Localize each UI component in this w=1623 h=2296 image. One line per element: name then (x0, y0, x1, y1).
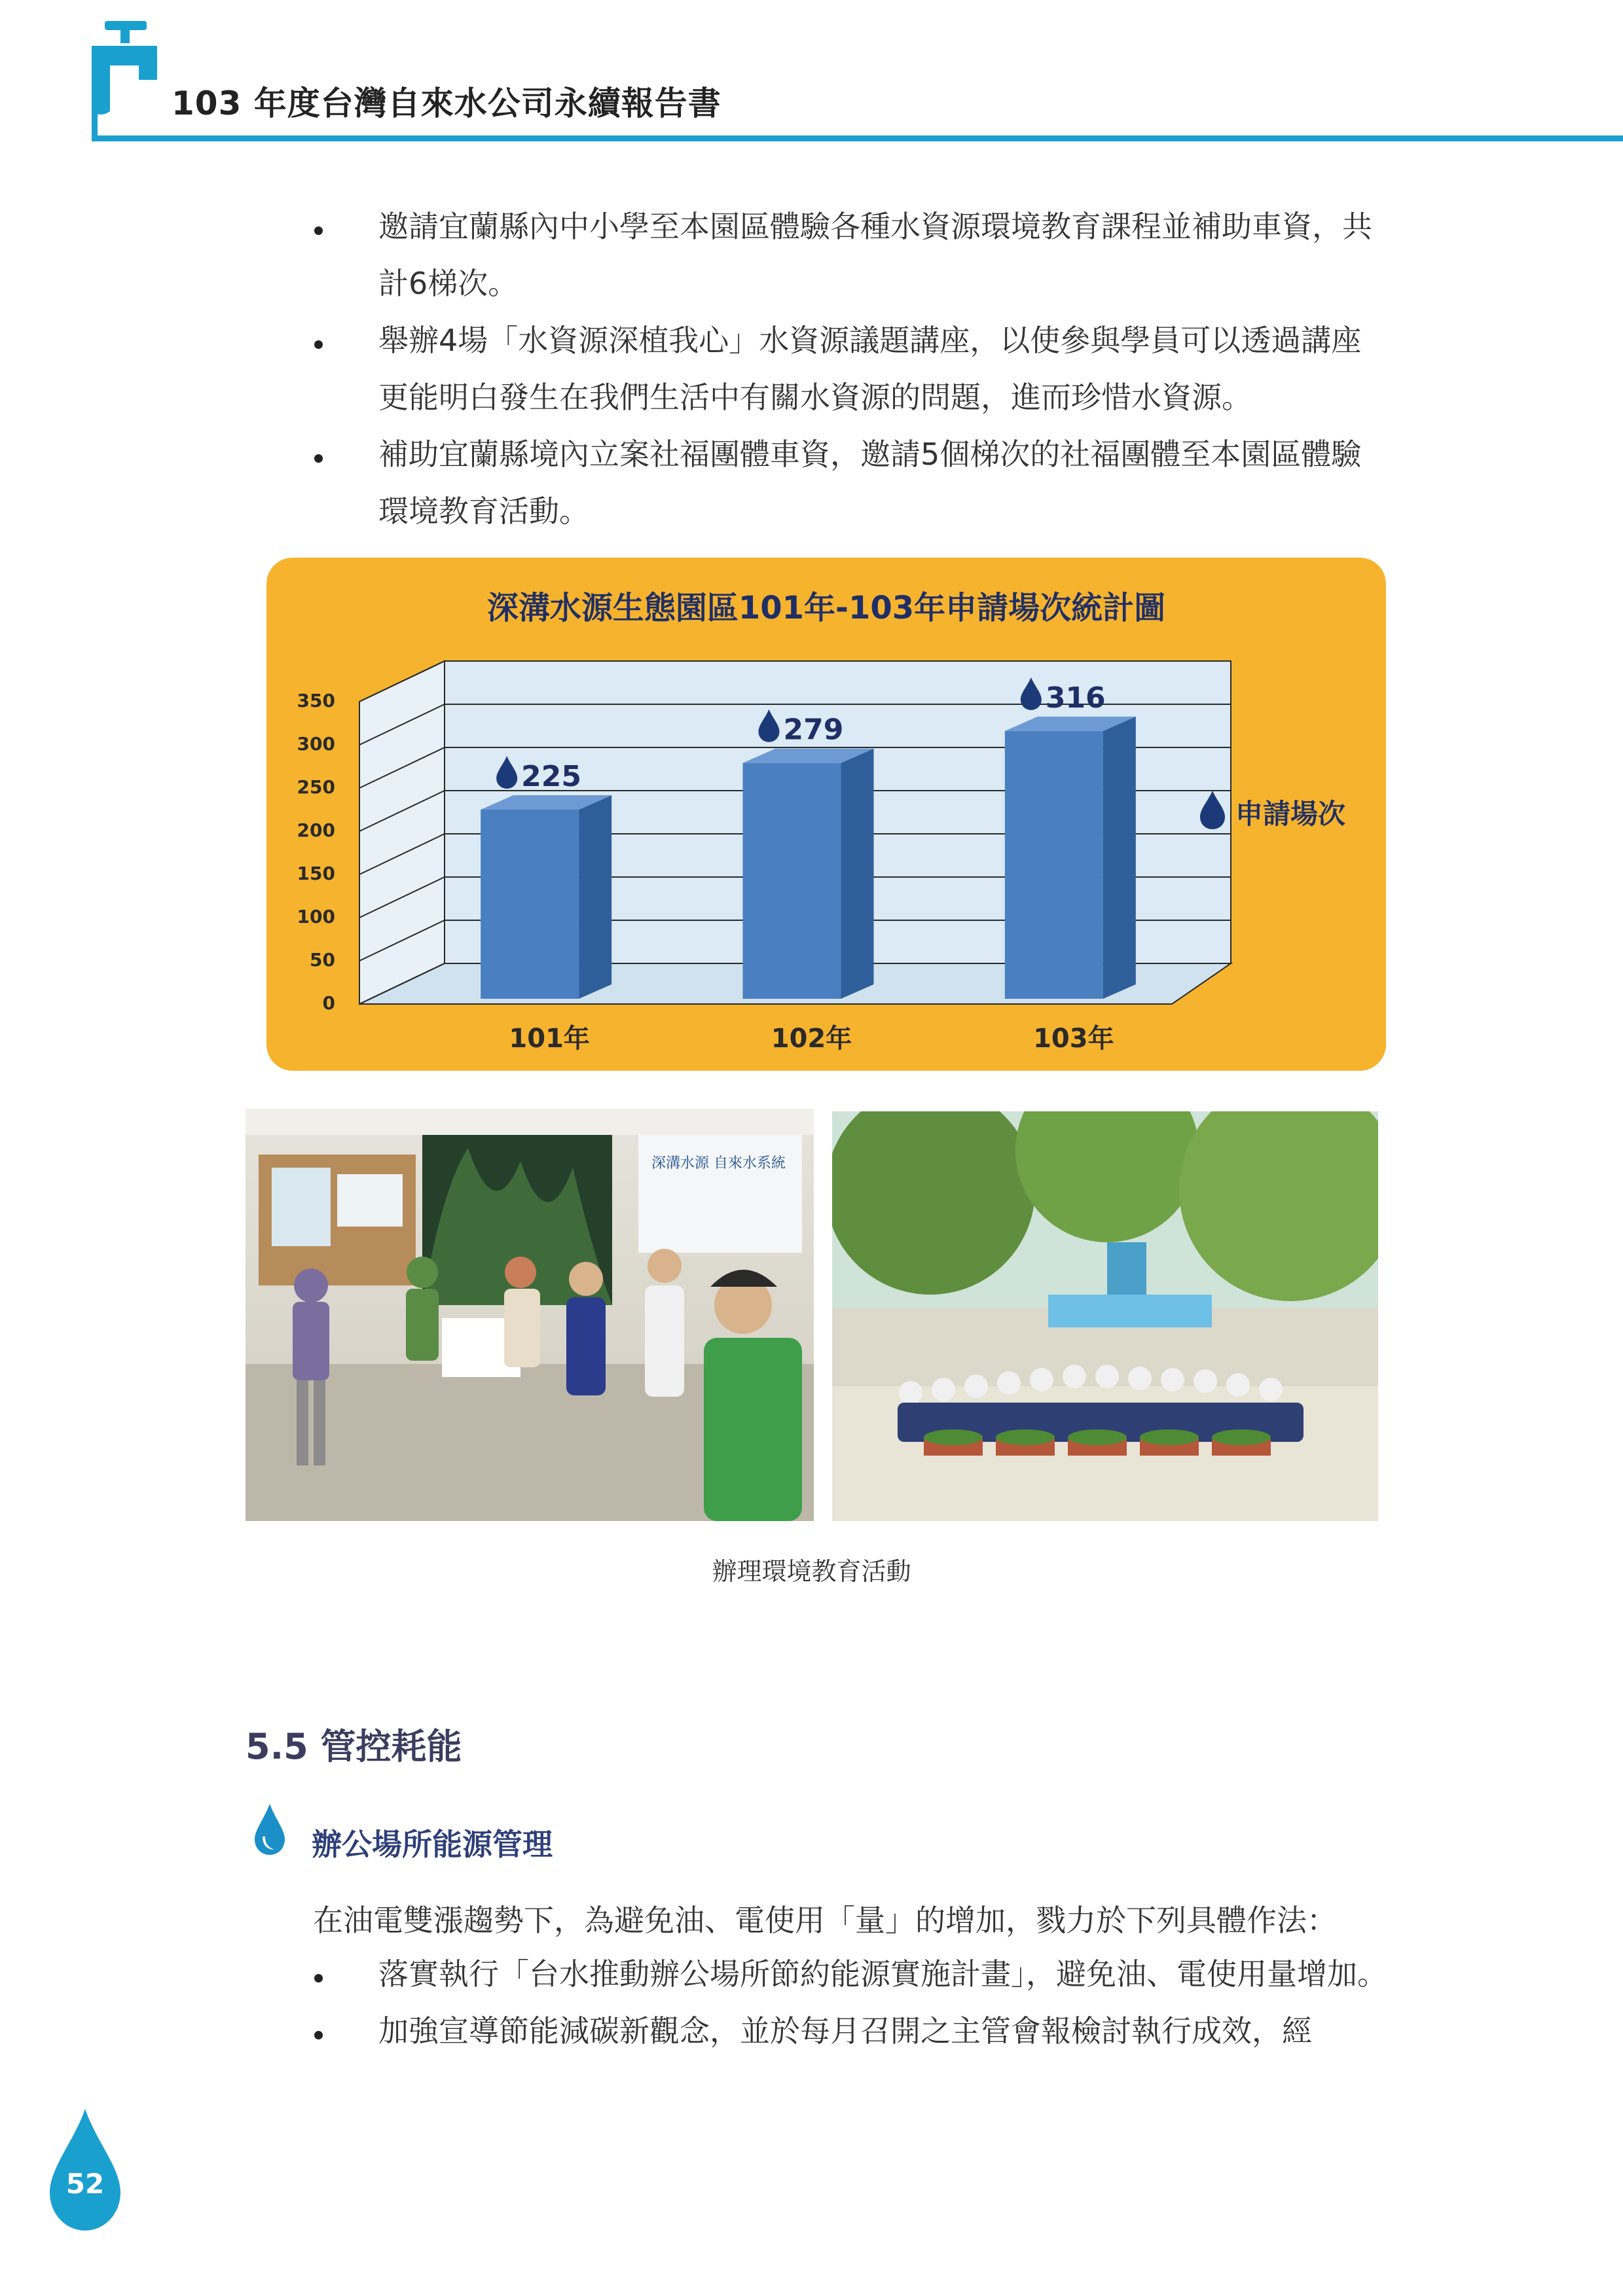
activities-list (308, 198, 1388, 540)
list-item: 邀請宜蘭縣內中小學至本園區體驗各種水資源環境教育課程並補助車資，共計6梯次。 (308, 198, 1388, 312)
photo-caption: 辦理環境教育活動 (712, 1557, 911, 1586)
page-number: 52 (65, 2168, 105, 2200)
water-drop-icon (252, 1803, 287, 1856)
chart-title: 深溝水源生態園區101年-103年申請場次統計圖 (486, 590, 1166, 626)
bar (481, 810, 579, 999)
bar-side (1103, 717, 1136, 999)
data-label: 279 (783, 713, 844, 747)
bar-side (841, 749, 874, 999)
header-rule (92, 135, 1623, 141)
bar (1005, 731, 1103, 999)
document-title: 103 年度台灣自來水公司永續報告書 (172, 84, 721, 122)
list-item: 落實執行「台水推動辦公場所節約能源實施計畫」，避免油、電使用量增加。 (308, 1946, 1388, 2003)
list-item: 加強宣導節能減碳新觀念，並於每月召開之主管會報檢討執行成效，經 (308, 2003, 1388, 2060)
y-tick-label: 350 (297, 690, 335, 711)
x-tick-label: 101年 (509, 1024, 590, 1054)
section-title: 5.5 管控耗能 (246, 1726, 462, 1767)
chart-panel (266, 558, 1386, 1071)
list-item: 舉辦4場「水資源深植我心」水資源議題講座，以使參與學員可以透過講座更能明白發生在我們生活中有關水資源的問題，進而珍惜水資源。 (308, 312, 1388, 426)
y-tick-label: 150 (297, 863, 335, 884)
y-tick-label: 250 (297, 776, 335, 798)
chart-side-wall (359, 661, 445, 1004)
x-tick-label: 103年 (1033, 1024, 1114, 1054)
intro-paragraph: 在油電雙漲趨勢下，為避免油、電使用「量」的增加，戮力於下列具體作法： (313, 1903, 1337, 1938)
y-tick-label: 0 (322, 992, 335, 1014)
sign-text: 深溝水源 自來水系統 (651, 1155, 786, 1172)
bar-chart (266, 558, 1386, 1071)
y-tick-label: 300 (297, 733, 335, 755)
bar (743, 763, 841, 999)
energy-measures-list (308, 1946, 1388, 2060)
x-tick-label: 102年 (771, 1024, 852, 1054)
subsection-title: 辦公場所能源管理 (312, 1827, 553, 1862)
y-tick-label: 100 (297, 906, 335, 927)
photo-indoor-education (246, 1109, 814, 1521)
legend-label: 申請場次 (1235, 798, 1346, 830)
data-label: 316 (1045, 681, 1106, 715)
data-label: 225 (521, 760, 582, 793)
list-item: 補助宜蘭縣境內立案社福團體車資，邀請5個梯次的社福團體至本園區體驗環境教育活動。 (308, 426, 1388, 540)
y-tick-label: 200 (297, 819, 335, 841)
bar-side (579, 795, 611, 999)
y-tick-label: 50 (310, 949, 335, 971)
photo-outdoor-group (832, 1111, 1378, 1521)
